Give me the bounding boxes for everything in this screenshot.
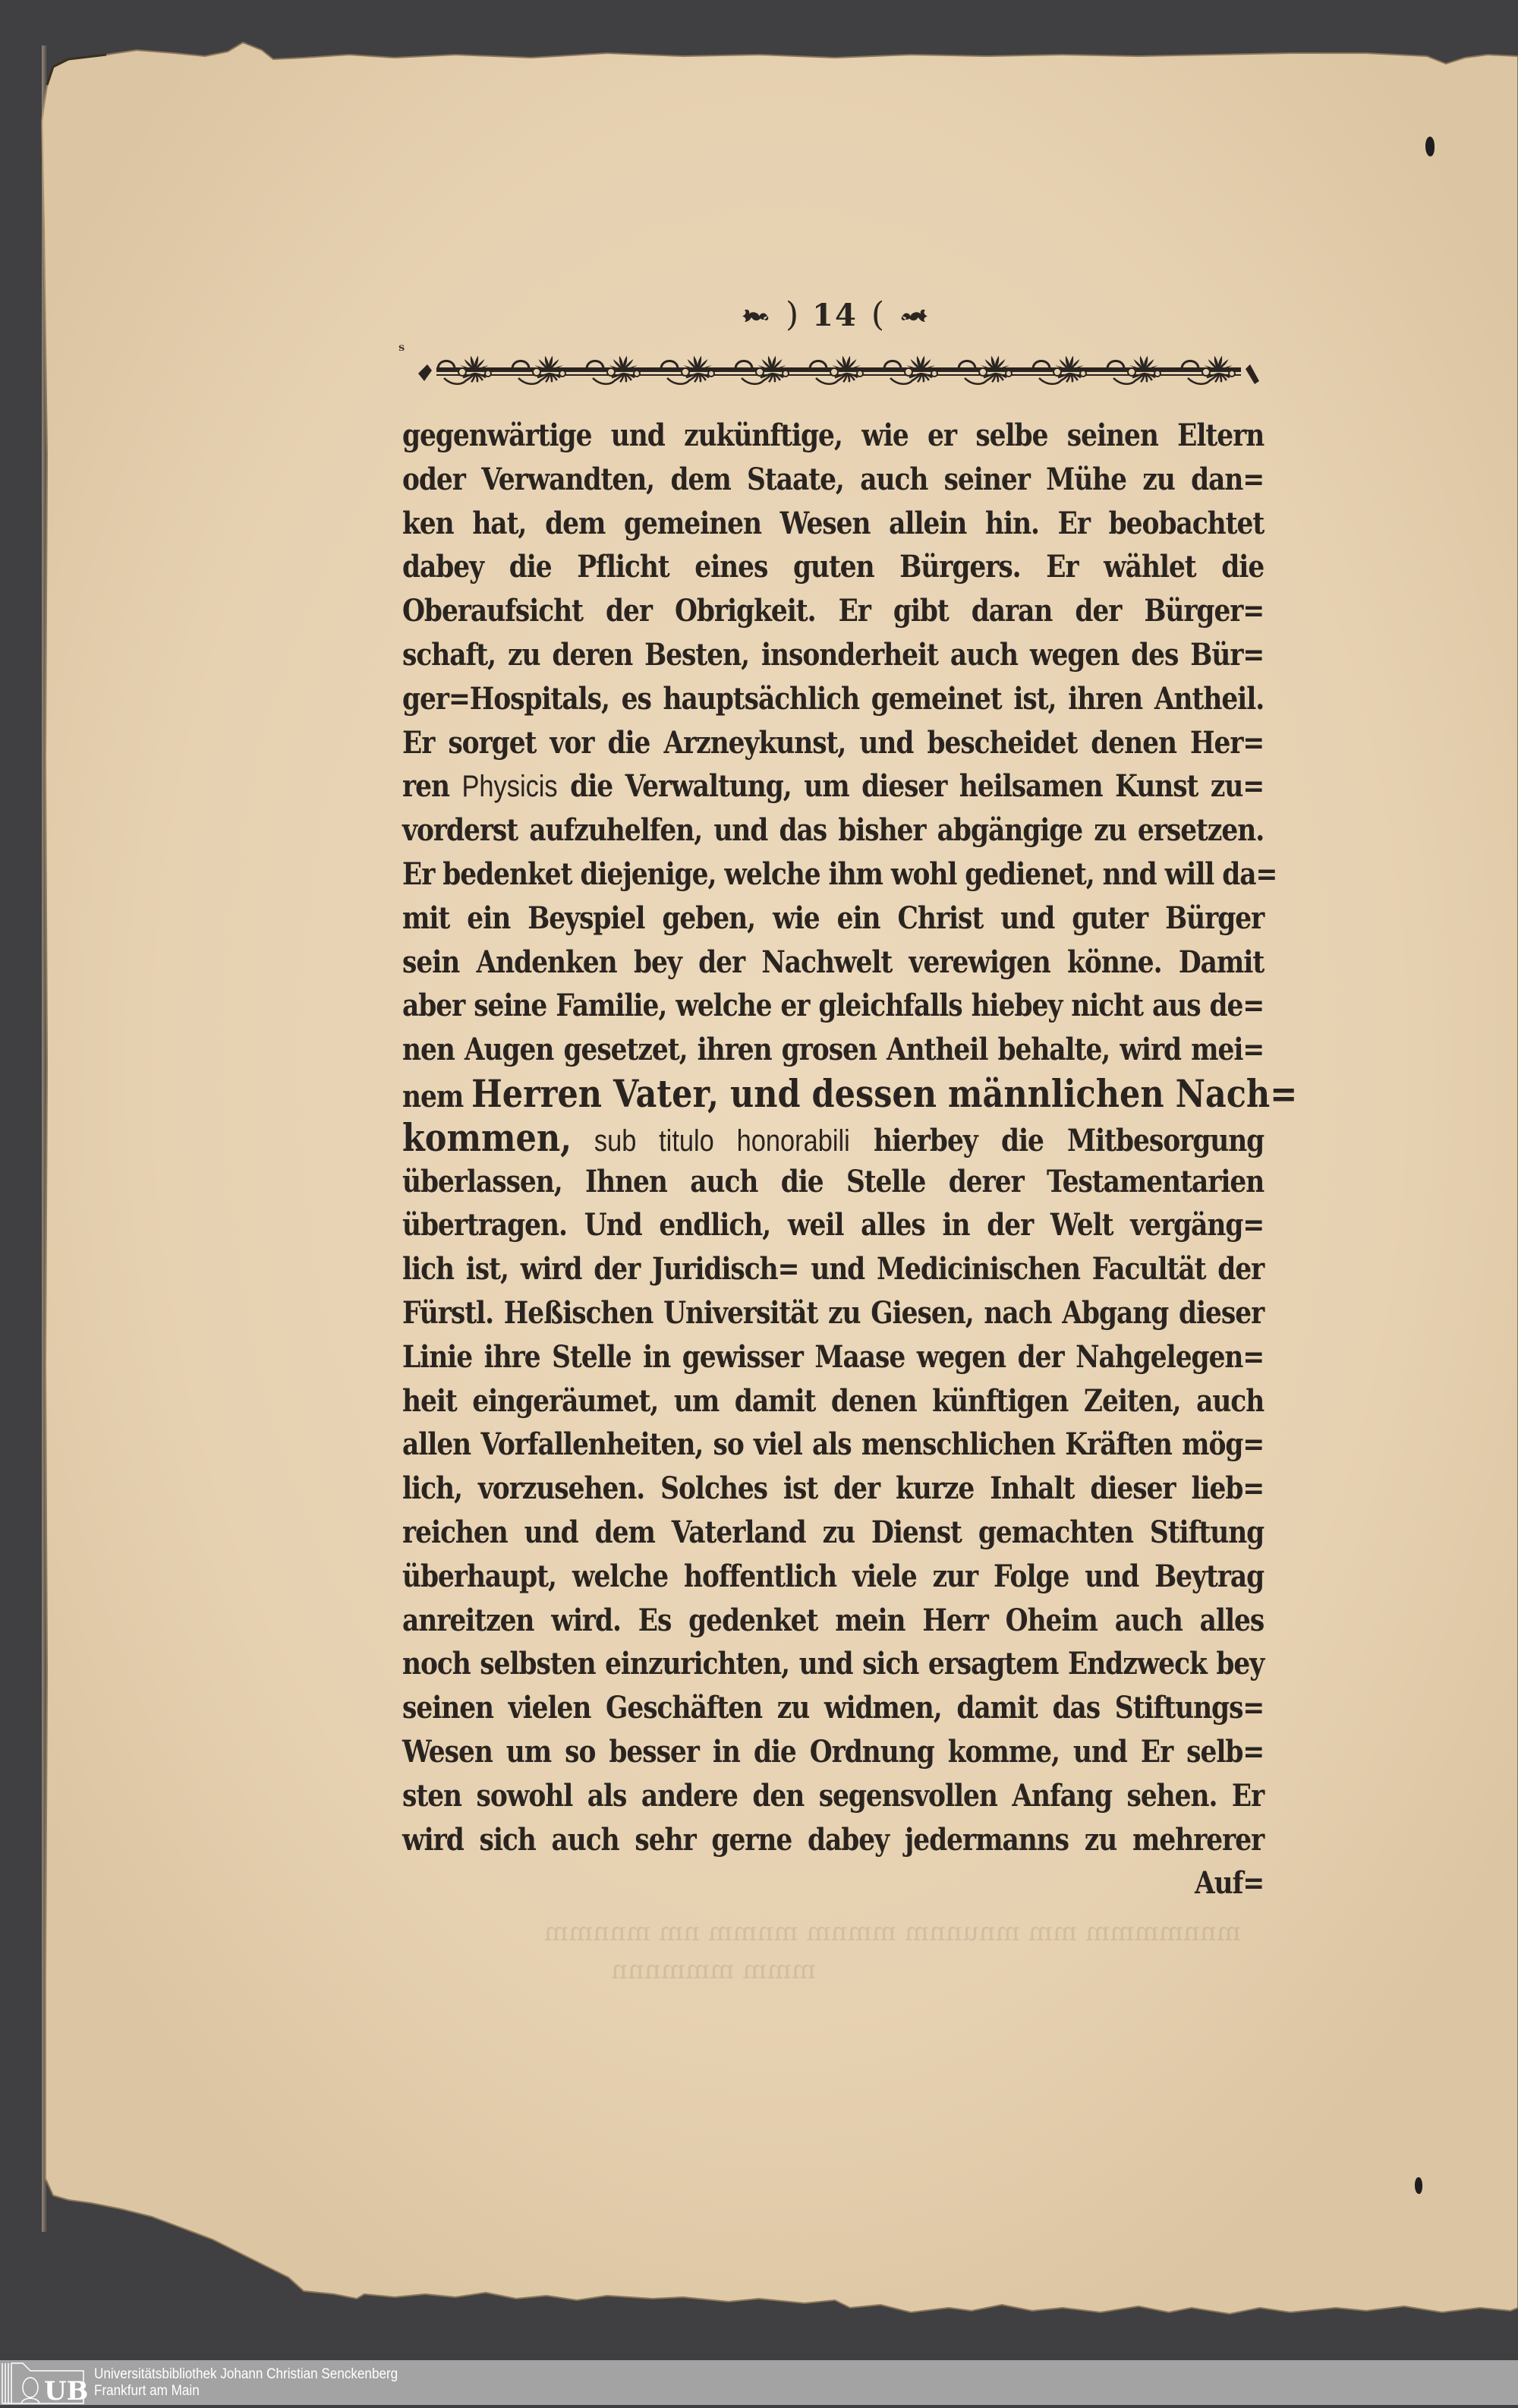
line-text: lich ist, wird der Juridisch= und Medicinischen Facultät der — [402, 1251, 1264, 1288]
emphasized-text: Herren Vater, und dessen männlichen Nach= — [471, 1070, 1298, 1116]
scroll-motif — [518, 378, 541, 384]
text-line — [402, 1642, 1264, 1686]
text-line — [402, 1730, 1264, 1774]
flower-motif — [756, 368, 764, 376]
line-text: noch selbsten einzurichten, und sich ersagtem Endzweck bey — [402, 1646, 1264, 1682]
line-text: oder Verwandten, dem Staate, auch seiner Mühe zu dan= — [402, 461, 1264, 497]
wormhole-bottom-right — [1415, 2177, 1422, 2194]
flower-motif — [559, 370, 565, 377]
line-text: lich, vorzusehen. Solches ist der kurze Inhalt dieser lieb= — [402, 1470, 1264, 1507]
page-number: 14 — [812, 297, 858, 333]
text-line — [402, 1291, 1264, 1335]
scroll-motif — [890, 378, 913, 384]
border-end-cap-right — [1246, 364, 1259, 384]
flower-motif — [634, 370, 640, 377]
line-text: gegenwärtige und zukünftige, wie er selbe seinen Eltern — [402, 418, 1264, 453]
catchword: Auf= — [1194, 1865, 1264, 1902]
border-end-cap-left — [418, 364, 432, 381]
text-line — [402, 589, 1264, 633]
flower-motif — [682, 368, 689, 376]
flower-motif — [1154, 370, 1161, 377]
text-line — [402, 414, 1264, 458]
line-text: überhaupt, welche hoffentlich viele zur Folge und Beytrag — [402, 1558, 1264, 1594]
line-text: Fürstl. Heßischen Universität zu Giesen, nach Abgang dieser — [402, 1294, 1264, 1331]
text-line — [402, 941, 1264, 985]
flower-motif — [830, 368, 838, 376]
text-line — [402, 1116, 1264, 1160]
flower-motif — [458, 368, 466, 376]
scroll-motif — [742, 378, 764, 384]
flower-motif — [533, 368, 540, 376]
line-text: hierbey die Mitbesorgung — [849, 1122, 1264, 1158]
latin-text: sub titulo honorabili — [572, 1124, 850, 1158]
line-text: vorderst aufzuhelfen, und das bisher abgängige zu ersetzen. — [402, 812, 1264, 849]
scroll-motif — [444, 378, 467, 384]
line-text: Er bedenket diejenige, welche ihm wohl gedienet, nnd will da= — [402, 856, 1277, 892]
flower-motif — [485, 370, 491, 377]
scroll-motif — [965, 378, 987, 384]
text-line — [402, 1818, 1264, 1862]
text-line — [402, 1599, 1264, 1643]
ub-logo-icon — [0, 2360, 90, 2405]
text-line — [402, 1028, 1264, 1072]
fleuron-left-icon — [740, 301, 772, 329]
text-line — [402, 1070, 1298, 1116]
text-line — [402, 721, 1264, 765]
line-text: seinen vielen Geschäften zu widmen, damit das Stiftungs= — [402, 1690, 1264, 1726]
scroll-motif — [1188, 378, 1211, 384]
line-text: Linie ihre Stelle in gewisser Maase wegen der Nahgelegen= — [402, 1338, 1264, 1375]
text-line — [402, 897, 1264, 941]
text-line — [402, 1686, 1264, 1730]
text-line — [402, 677, 1264, 721]
flower-motif — [708, 370, 714, 377]
text-line — [402, 1160, 1264, 1204]
flower-motif — [979, 368, 987, 376]
text-line — [402, 808, 1264, 853]
line-text: nen Augen gesetzet, ihren grosen Antheil behalte, wird mei= — [402, 1032, 1264, 1068]
ornamental-border — [414, 351, 1264, 390]
text-line — [402, 1203, 1264, 1247]
line-text: heit eingeräumet, um damit denen künftigen Zeiten, auch — [402, 1382, 1264, 1419]
text-line — [402, 545, 1264, 589]
fleuron-right-icon — [898, 301, 930, 329]
flower-motif — [857, 370, 863, 377]
line-text: sein Andenken bey der Nachwelt verewigen könne. Damit — [402, 944, 1264, 980]
right-paren: ( — [871, 295, 884, 334]
scroll-motif — [667, 378, 690, 384]
flower-motif — [607, 368, 615, 376]
line-text: übertragen. Und endlich, weil alles in der Welt vergäng= — [402, 1207, 1264, 1243]
line-text: Er sorget vor die Arzneykunst, und bescheidet denen Her= — [402, 724, 1264, 761]
text-line — [402, 1335, 1264, 1379]
text-line — [402, 1247, 1264, 1291]
institution-city: Frankfurt am Main — [94, 2382, 200, 2399]
line-text: ren — [402, 768, 462, 805]
scroll-motif — [593, 378, 616, 384]
edge-shading — [42, 46, 133, 2232]
ub-logo — [0, 2360, 90, 2405]
latin-text: Physicis — [461, 770, 558, 804]
text-line — [402, 1379, 1264, 1423]
line-text: mit ein Beyspiel geben, wie ein Christ und guter Bürger — [402, 900, 1264, 936]
line-text: die Verwaltung, um dieser heilsamen Kunst zu= — [557, 768, 1264, 805]
text-line — [402, 458, 1264, 502]
ub-logo-text: UB — [44, 2376, 89, 2405]
text-line — [402, 1555, 1264, 1599]
scroll-motif — [1039, 378, 1062, 384]
line-text: überlassen, Ihnen auch die Stelle derer Testamentarien — [402, 1163, 1264, 1199]
line-text: schaft, zu deren Besten, insonderheit auch wegen des Bür= — [402, 636, 1264, 673]
institution-name: Universitätsbibliothek Johann Christian Senckenberg — [94, 2365, 398, 2382]
scroll-motif — [1113, 378, 1136, 384]
line-text: dabey die Pflicht eines guten Bürgers. Er wählet die — [402, 549, 1264, 585]
emphasized-text: kommen, — [402, 1114, 572, 1160]
line-text: anreitzen wird. Es gedenket mein Herr Oheim auch alles — [402, 1602, 1264, 1638]
running-head — [740, 292, 930, 338]
text-line — [402, 984, 1264, 1028]
body-text — [402, 414, 1298, 1905]
text-line — [402, 1774, 1264, 1818]
flower-motif — [1128, 368, 1135, 376]
scroll-motif — [816, 378, 839, 384]
line-text: sten sowohl als andere den segensvollen Anfang sehen. Er — [402, 1777, 1264, 1814]
line-text: Oberaufsicht der Obrigkeit. Er gibt daran der Bürger= — [402, 593, 1264, 629]
line-text: ken hat, dem gemeinen Wesen allein hin. Er beobachtet — [402, 505, 1264, 541]
flower-motif — [905, 368, 912, 376]
line-text: aber seine Familie, welche er gleichfalls hiebey nicht aus de= — [402, 988, 1264, 1024]
flower-motif — [1006, 370, 1012, 377]
text-line — [402, 764, 1264, 808]
flower-motif — [1080, 370, 1086, 377]
text-line — [402, 1467, 1264, 1511]
line-text: Wesen um so besser in die Ordnung komme, und Er selb= — [402, 1733, 1264, 1770]
line-text: reichen und dem Vaterland zu Dienst gemachten Stiftung — [402, 1514, 1264, 1550]
flower-motif — [1202, 368, 1210, 376]
footer-text — [94, 2366, 398, 2400]
signature-mark: ᵀ — [398, 343, 405, 359]
line-text: allen Vorfallenheiten, so viel als menschlichen Kräften mög= — [402, 1426, 1264, 1463]
flower-motif — [931, 370, 937, 377]
text-line — [402, 1511, 1264, 1555]
show-through-text: mnnmmmm mm mnunnm mmnm mnmm nm mnnmm mmm mmmnnn — [543, 1917, 1241, 1985]
flower-motif — [783, 370, 789, 377]
text-line — [402, 853, 1277, 897]
text-line — [402, 502, 1264, 546]
text-line — [402, 1423, 1264, 1467]
left-paren: ) — [785, 295, 799, 334]
line-text: ger=Hospitals, es hauptsächlich gemeinet ist, ihren Antheil. — [402, 680, 1264, 717]
line-text: nem — [402, 1078, 472, 1114]
library-footer — [0, 2360, 1518, 2405]
flower-motif — [1053, 368, 1061, 376]
flower-motif — [1229, 370, 1235, 377]
line-text: wird sich auch sehr gerne dabey jedermanns zu mehrerer — [402, 1821, 1264, 1858]
text-line — [402, 633, 1264, 677]
wormhole-top-right — [1425, 137, 1435, 156]
